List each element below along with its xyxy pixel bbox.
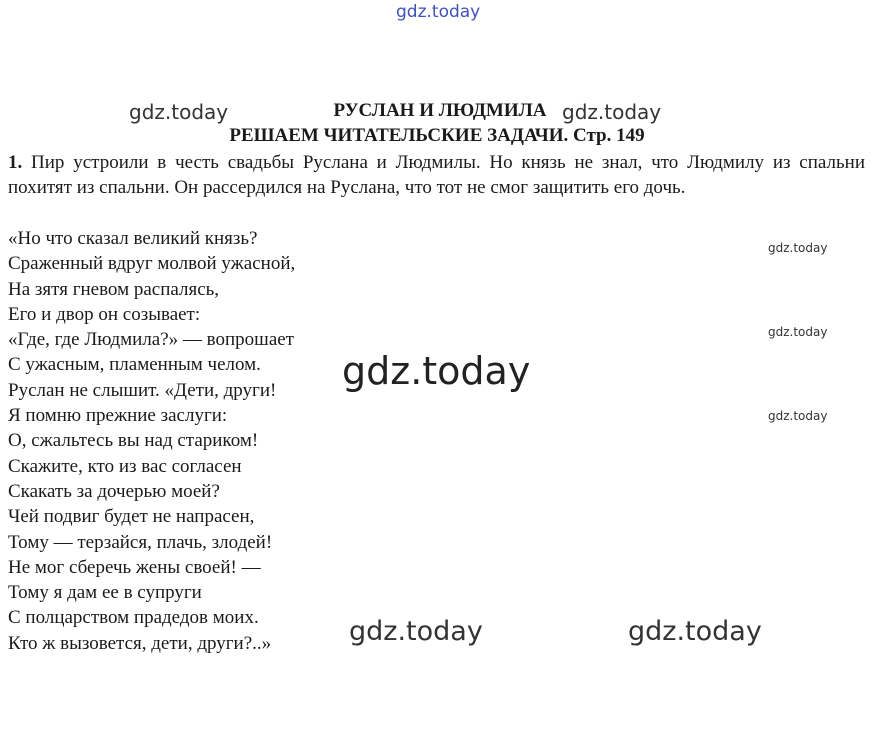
watermark-header-left: gdz.today: [129, 100, 229, 124]
answer-number: 1.: [8, 152, 23, 173]
verse-line: Скакать за дочерью моей?: [8, 480, 220, 502]
verse-line: С ужасным, пламенным челом.: [8, 354, 261, 376]
watermark-header-right: gdz.today: [562, 100, 662, 124]
verse-line: «Где, где Людмила?» — вопрошает: [8, 329, 294, 351]
verse-line: На зятя гневом распалясь,: [8, 278, 220, 300]
verse-line: Тому — терзайся, плачь, злодей!: [8, 531, 273, 553]
verse-line: Сраженный вдруг молвой ужасной,: [8, 253, 296, 275]
verse-line: Тому я дам ее в супруги: [8, 582, 202, 604]
verse-line: Кто ж вызовется, дети, други?..»: [8, 632, 272, 654]
watermark-bottom-right: gdz.today: [628, 616, 762, 647]
verse-line: Я помню прежние заслуги:: [8, 405, 228, 427]
verse-line: Его и двор он созывает:: [8, 303, 201, 325]
verse-line: Руслан не слышит. «Дети, други!: [8, 379, 277, 401]
watermark-bottom-left: gdz.today: [349, 616, 483, 647]
verse-line: С полцарством прадедов моих.: [8, 607, 259, 629]
verse-line: Чей подвиг будет не напрасен,: [8, 506, 255, 528]
answer-text: Пир устроили в честь свадьбы Руслана и Людмилы. Но князь не знал, что Людмилу из спальни похитят из спальни. Он рассердился на Руслана, что тот не смог защитить его дочь.: [8, 152, 865, 198]
answer-paragraph: [8, 150, 865, 200]
watermark-side-3: gdz.today: [768, 409, 828, 423]
verse-line: Скажите, кто из вас согласен: [8, 455, 242, 477]
verse-line: О, сжальтесь вы над стариком!: [8, 430, 259, 452]
watermark-center: gdz.today: [342, 349, 531, 393]
verse-line: «Но что сказал великий князь?: [8, 228, 258, 249]
verse-line: Не мог сберечь жены своей! —: [8, 556, 261, 578]
verse-quote: [8, 226, 295, 656]
page-title: РУСЛАН И ЛЮДМИЛА: [333, 100, 547, 121]
page-subtitle: РЕШАЕМ ЧИТАТЕЛЬСКИЕ ЗАДАЧИ. Стр. 149: [229, 125, 645, 146]
watermark-top: gdz.today: [396, 2, 481, 22]
watermark-side-1: gdz.today: [768, 241, 828, 255]
watermark-side-2: gdz.today: [768, 325, 828, 339]
